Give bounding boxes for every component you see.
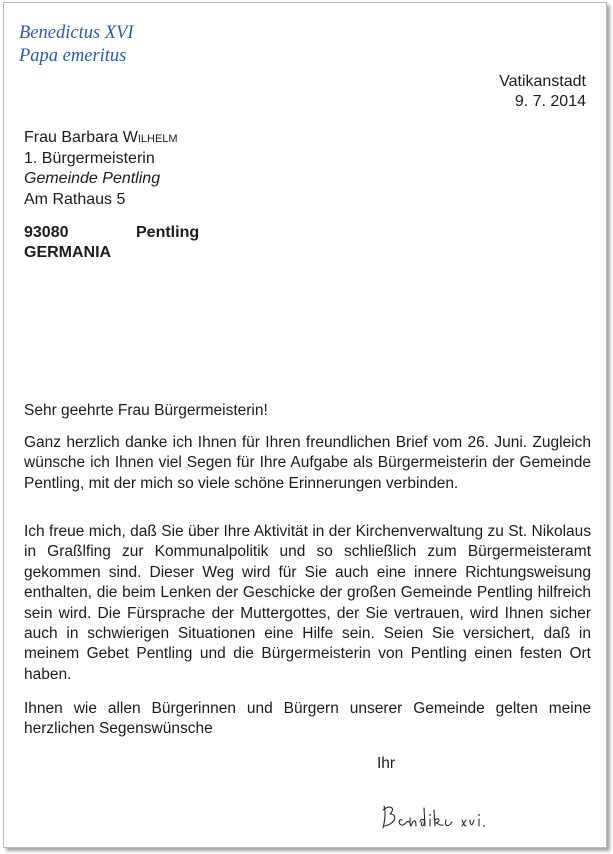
recipient-name-prefix: Frau Barbara [24,129,123,146]
recipient-title: 1. Bürgermeisterin [24,149,155,167]
signature-image [376,798,496,838]
letterhead-title: Papa emeritus [19,46,127,66]
salutation: Sehr geehrte Frau Bürgermeisterin! [24,402,268,419]
letterhead-name: Benedictus XVI [19,23,134,43]
paragraph-1: Ganz herzlich danke ich Ihnen für Ihren freundlichen Brief vom 26. Juni. Zugleich wünsche ich Ihnen viel Segen für Ihre Aufgabe als Bürgermeisterin der Gemeinde Pentling, mit der mich so viele schöne Erinnerungen verbinden. [24,434,591,492]
letter-page [3,2,607,848]
country: GERMANIA [24,244,112,261]
recipient-organization: Gemeinde Pentling [24,170,161,187]
paragraph-2: Ich freue mich, daß Sie über Ihre Aktivität in der Kirchenverwaltung zu St. Nikolaus in Graßlfing zur Kommunalpolitik und so schließlich zum Bürgermeisteramt gekommen sind. Dieser Weg wird für Sie auch eine innere Richtungsweisung enthalten, die beim Lenken der Geschicke der großen Gemeinde Pentling hilfreich sein wird. Die Fürsprache der Muttergottes, der Sie vertrauen, wird Ihnen sicher auch in schwierigen Situationen eine Hilfe sein. Seien Sie versichert, daß in meinem Gebet Pentling und die Bürgermeisterin von Pentling einen festen Ort haben. [24,523,591,683]
date: 9. 7. 2014 [514,93,586,110]
recipient-street: Am Rathaus 5 [24,190,126,208]
closing: Ihr [377,755,396,772]
recipient-name [24,128,178,149]
recipient-surname: Wilhelm [122,129,178,146]
letterhead [19,22,134,68]
paragraph-3: Ihnen wie allen Bürgerinnen und Bürgern unserer Gemeinde gelten meine herzlichen Segenswünsche [24,700,591,738]
place-date [499,72,586,112]
postal-block [24,223,200,263]
postal-code: 93080 [24,224,69,241]
place: Vatikanstadt [499,73,586,90]
city: Pentling [136,224,200,241]
recipient-address [24,128,178,210]
